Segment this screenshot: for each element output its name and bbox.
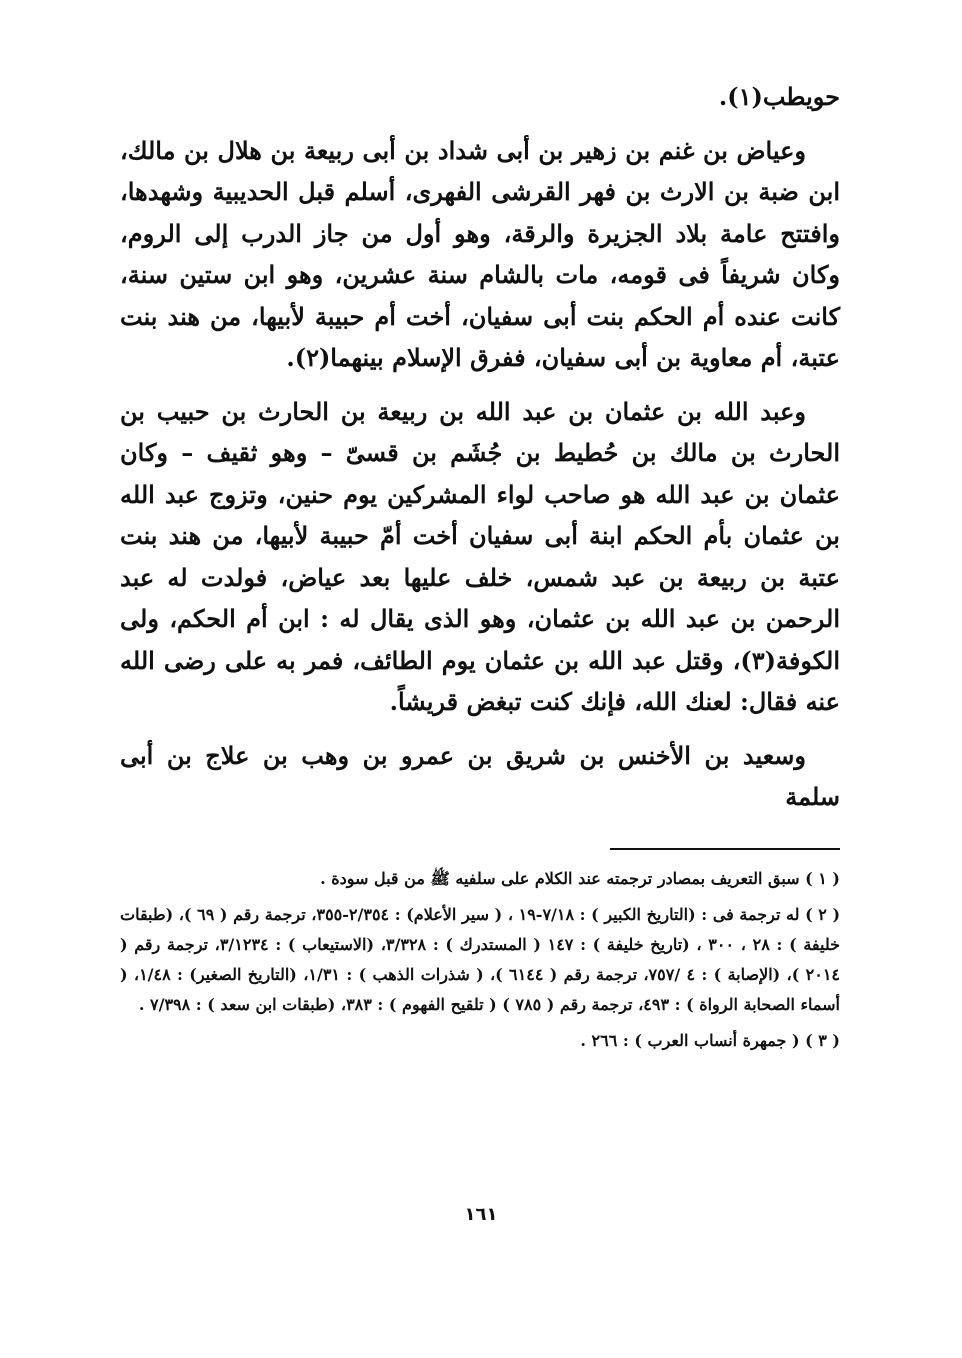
paragraph-iyad: وعياض بن غنم بن زهير بن أبى شداد بن أبى ربيعة بن هلال بن مالك، ابن ضبة بن الارث بن فهر القرشى الفهرى، أسلم قبل الحديبية وشهدها، وافتتح عامة بلاد الجزيرة والرقة، وهو أول من جاز الدرب إلى الروم، وكان شريفاً فى قومه، مات بالشام سنة عشرين، وهو ابن ستين سنة، كانت عنده أم الحكم بنت أبى سفيان، أخت أم حبيبة لأبيها، من هند بنت عتبة، أم معاوية بن أبى سفيان، ففرق الإسلام بينهما(٢). <box>120 135 840 372</box>
footnote-3: ( ٣ ) ( جمهرة أنساب العرب ) : ٢٦٦ . <box>580 1030 840 1050</box>
footnote-separator <box>610 848 840 850</box>
paragraph-said: وسعيد بن الأخنس بن شريق بن عمرو بن وهب بن علاج بن أبى سلمة <box>120 740 840 811</box>
main-text <box>120 76 840 818</box>
paragraph-abdullah: وعبد الله بن عثمان بن عبد الله بن ربيعة بن الحارث بن حبيب بن الحارث بن مالك بن حُطيط بن جُشَم بن قسىّ – وهو ثقيف – وكان عثمان بن عبد الله هو صاحب لواء المشركين يوم حنين، وتزوج عبد الله بن عثمان بأم الحكم ابنة أبى سفيان أخت أمّ حبيبة لأبيها، من هند بنت عتبة بن ربيعة بن عبد شمس، خلف عليها بعد عياض، فولدت له عبد الرحمن بن عبد الله بن عثمان، وهو الذى يقال له : ابن أم الحكم، ولى الكوفة(٣)، وقتل عبد الله بن عثمان يوم الطائف، فمر به على رضى الله عنه فقال: لعنك الله، فإنك كنت تبغض قريشاً. <box>120 396 840 716</box>
page-number: ١٦١ <box>464 1204 498 1225</box>
page-body <box>120 76 840 1056</box>
footnote-1: ( ١ ) سبق التعريف بمصادر ترجمته عند الكلام على سلفيه ﷺ من قبل سودة . <box>320 868 840 888</box>
footnote-2: ( ٢ ) له ترجمة فى : (التاريخ الكبير ) : ٧/١٨-١٩ ، ( سير الأعلام) : ٢/٣٥٤-٣٥٥، ترجمة رقم ( ٦٩ )، (طبقات خليفة ) : ٢٨ ، ٣٠٠ ، (تاريخ خليفة ) : ١٤٧ ( المستدرك ) : ٣/٣٢٨، (الاستيعاب ) : ٣/١٢٣٤، ترجمة رقم ( ٢٠١٤ )، (الإصابة ) : ٤ /٧٥٧، ترجمة رقم ( ٦١٤٤ )، ( شذرات الذهب ) : ١/٣١، (التاريخ الصغير) : ١/٤٨، ( أسماء الصحابة الرواة ) : ٤٩٣، ترجمة رقم ( ٧٨٥ ) ( تلقيح الفهوم ) : ٣٨٣، (طبقات ابن سعد ) : ٧/٣٩٨ . <box>120 904 841 1014</box>
paragraph-continuation: حويطب(١). <box>718 82 840 111</box>
footnotes <box>120 864 840 1056</box>
footnote-rule-wrap <box>120 818 840 864</box>
